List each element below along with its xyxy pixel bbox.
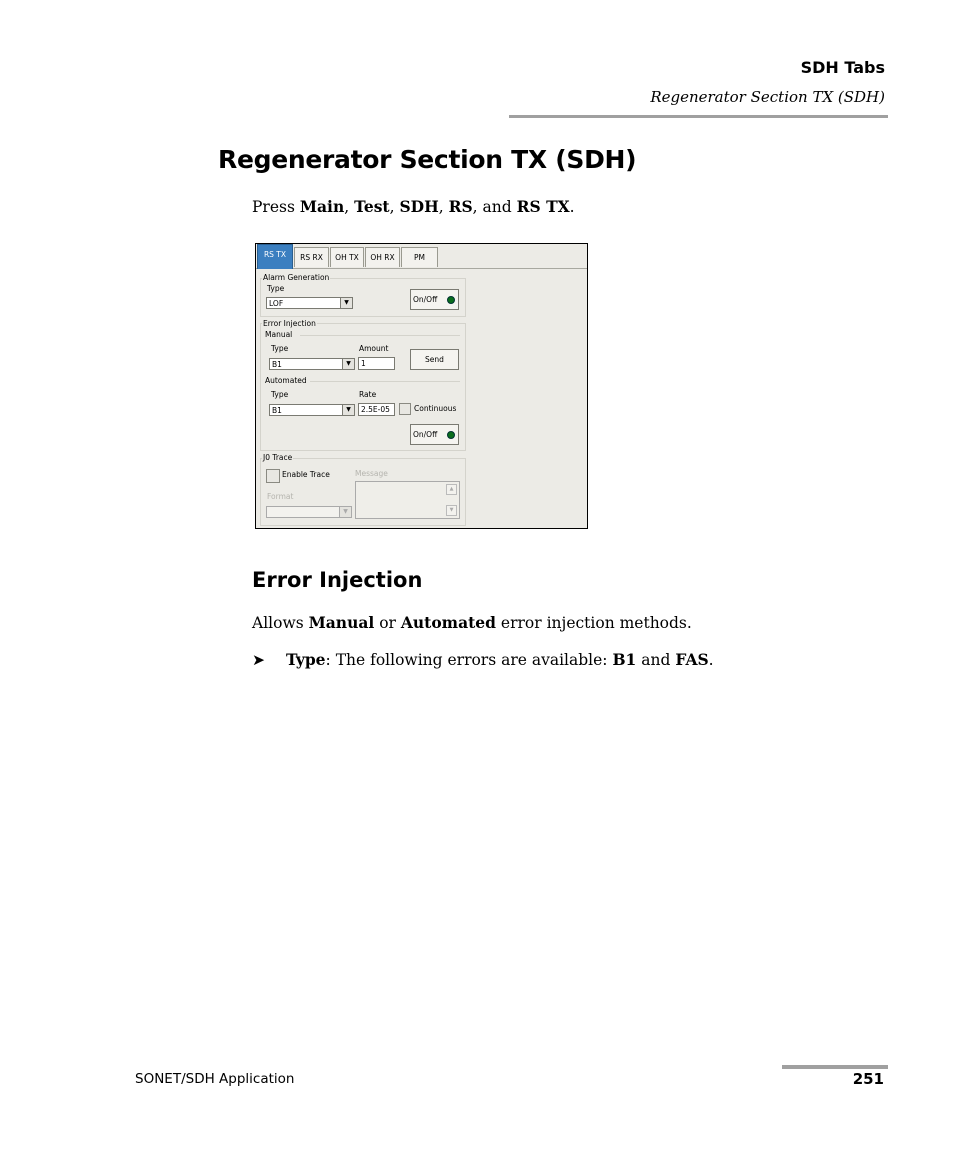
enable-trace-checkbox[interactable]: [266, 469, 280, 483]
bullet-and: and: [636, 651, 676, 669]
instr-sep: ,: [438, 198, 449, 216]
page-title: Regenerator Section TX (SDH): [218, 145, 637, 174]
allows-or: or: [374, 614, 401, 632]
led-indicator-icon: [447, 296, 455, 304]
auto-type-value: B1: [272, 406, 282, 415]
error-injection-label: Error Injection: [263, 319, 316, 328]
instr-rs: RS: [448, 197, 473, 216]
auto-type-label: Type: [271, 390, 289, 399]
bullet-end: .: [708, 651, 714, 669]
running-header-subsection: Regenerator Section TX (SDH): [650, 88, 885, 106]
instr-sep: ,: [389, 198, 400, 216]
header-rule: [509, 115, 888, 118]
scroll-up-icon[interactable]: ▲: [446, 484, 457, 495]
chevron-down-icon: ▼: [342, 359, 354, 369]
rs-tx-screenshot: [255, 243, 588, 529]
injection-on-off-button[interactable]: [410, 424, 459, 445]
allows-manual: Manual: [308, 613, 375, 632]
tab-rs-tx[interactable]: RS TX: [257, 244, 293, 269]
error-injection-description: [252, 613, 692, 632]
alarm-on-off-label: On/Off: [413, 295, 438, 304]
message-field[interactable]: [355, 481, 460, 519]
instr-main: Main: [299, 197, 345, 216]
alarm-on-off-button[interactable]: [410, 289, 459, 310]
tab-rs-rx[interactable]: RS RX: [294, 247, 329, 267]
allows-prefix: Allows: [252, 614, 309, 632]
enable-trace-label: Enable Trace: [282, 470, 330, 479]
scroll-down-icon[interactable]: ▼: [446, 505, 457, 516]
j0-trace-label: J0 Trace: [263, 453, 293, 462]
instr-end: .: [569, 198, 575, 216]
chevron-down-icon: ▼: [342, 405, 354, 415]
page-number: 251: [852, 1070, 884, 1088]
rate-label: Rate: [359, 390, 377, 399]
tab-bar: [256, 244, 587, 269]
bullet-fas: FAS: [675, 650, 709, 669]
auto-type-select[interactable]: [269, 404, 355, 416]
alarm-generation-label: Alarm Generation: [263, 273, 330, 282]
amount-input[interactable]: 1: [358, 357, 395, 370]
section-heading: Error Injection: [252, 568, 423, 592]
arrow-bullet-icon: ➤: [252, 651, 265, 669]
manual-type-label: Type: [271, 344, 289, 353]
send-label: Send: [425, 355, 444, 364]
instr-sep: , and: [472, 198, 517, 216]
format-select[interactable]: [266, 506, 352, 518]
allows-suffix: error injection methods.: [495, 614, 692, 632]
chevron-down-icon: ▼: [339, 507, 351, 517]
manual-type-value: B1: [272, 360, 282, 369]
running-header-section: SDH Tabs: [800, 58, 885, 77]
amount-label: Amount: [359, 344, 389, 353]
led-indicator-icon: [447, 431, 455, 439]
instr-prefix: Press: [252, 198, 300, 216]
tab-oh-rx[interactable]: OH RX: [365, 247, 400, 267]
message-label: Message: [355, 469, 388, 478]
chevron-down-icon: ▼: [340, 298, 352, 308]
continuous-checkbox[interactable]: [399, 403, 411, 415]
tab-pm[interactable]: PM: [401, 247, 438, 267]
allows-automated: Automated: [400, 613, 496, 632]
continuous-label: Continuous: [414, 404, 457, 413]
footer-rule: [782, 1065, 888, 1069]
manual-divider: [300, 335, 460, 336]
automated-divider: [310, 381, 460, 382]
footer-document-title: SONET/SDH Application: [135, 1071, 295, 1087]
format-label: Format: [267, 492, 294, 501]
bullet-b1: B1: [612, 650, 637, 669]
manual-type-select[interactable]: [269, 358, 355, 370]
bullet-type: [252, 650, 714, 669]
alarm-type-select[interactable]: [266, 297, 353, 309]
instr-sep: ,: [344, 198, 355, 216]
tab-oh-tx[interactable]: OH TX: [330, 247, 364, 267]
bullet-text: : The following errors are available:: [325, 651, 613, 669]
automated-label: Automated: [265, 376, 307, 385]
alarm-type-value: LOF: [269, 299, 284, 308]
manual-label: Manual: [265, 330, 293, 339]
injection-on-off-label: On/Off: [413, 430, 438, 439]
send-button[interactable]: [410, 349, 459, 370]
rate-input[interactable]: 2.5E-05: [358, 403, 395, 416]
alarm-type-label: Type: [267, 284, 285, 293]
instr-sdh: SDH: [399, 197, 439, 216]
navigation-instruction: [252, 197, 575, 216]
bullet-term: Type: [286, 650, 326, 669]
instr-rstx: RS TX: [516, 197, 570, 216]
instr-test: Test: [354, 197, 390, 216]
